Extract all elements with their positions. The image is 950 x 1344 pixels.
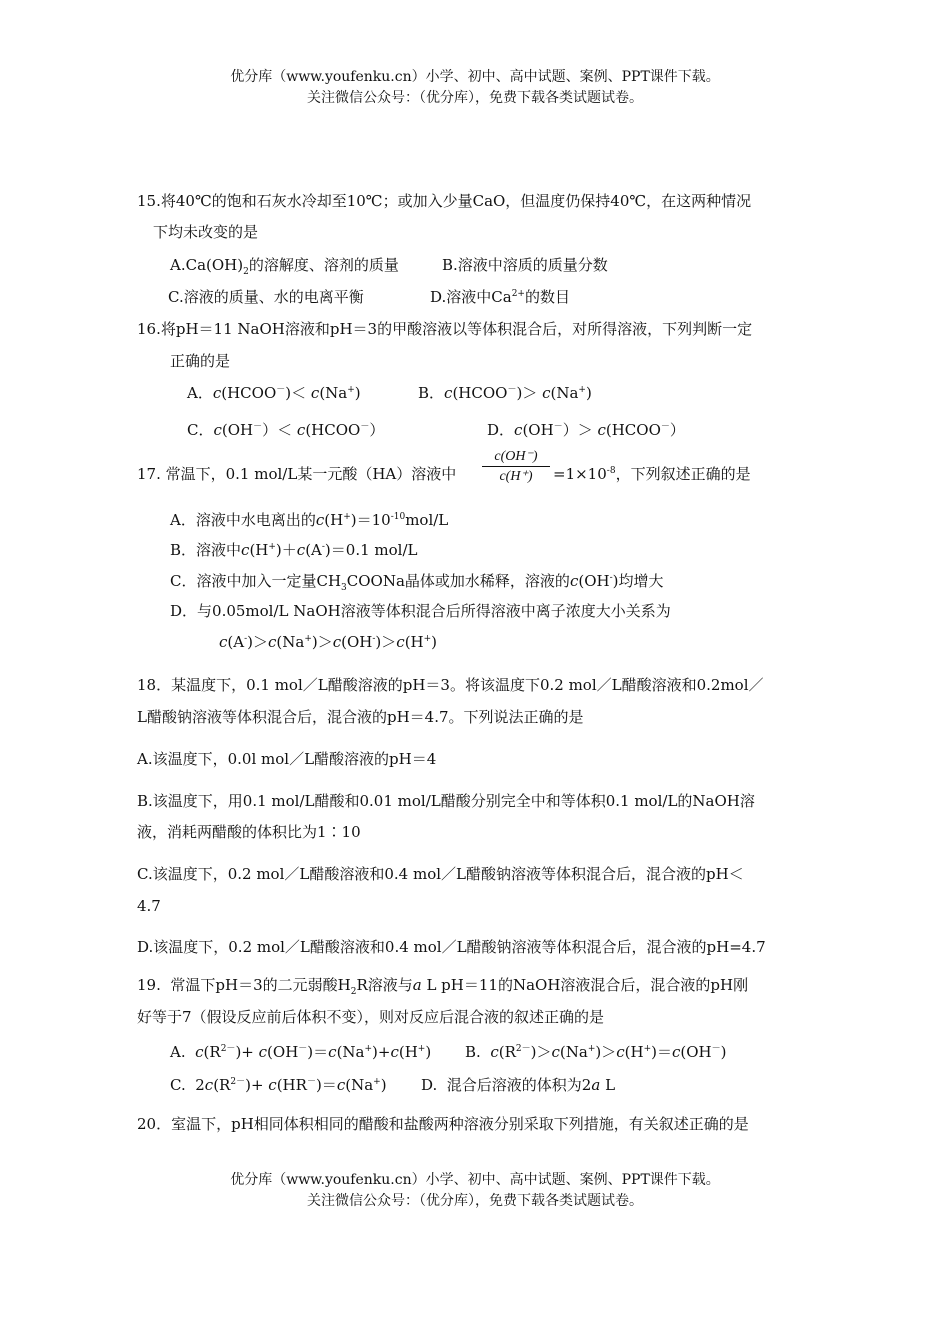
q18-option-c-line-1: C.该温度下，0.2 mol／L醋酸溶液和0.4 mol／L醋酸钠溶液等体积混合后，混合液的pH＜ [137,865,744,883]
q15-option-d: D.溶液中$Ca^{2+}$的数目 [430,288,570,306]
q17-option-d-line-1: D．与0.05mol/L NaOH溶液等体积混合后所得溶液中离子浓度大小关系为 [170,602,671,620]
q15-stem-line-1: 15.将40℃的饱和石灰水冷却至10℃；或加入少量CaO，但温度仍保持40℃，在这两种情况 [137,192,752,210]
q17-fraction [482,448,550,485]
q17-stem-post: $=1\times 10^{-8}$，下列叙述正确的是 [553,465,751,483]
q19-option-a: A. $c(R^{2-})+ c(OH^-)=c(Na^+)+c(H^+)$ [170,1043,432,1061]
q16-option-b: B．c(HCOO－)＞ c(Na+) [418,384,592,402]
page-header [0,67,950,109]
q19-option-c: C. $2c(R^{2-})+ c(HR^-)=c(Na^+)$ [170,1076,387,1094]
q15-option-c: C.溶液的质量、水的电离平衡 [168,288,364,306]
q17-option-b: B．溶液中c(H+)＋c(A-)＝0.1 mol/L [170,541,418,559]
q17-option-a: A．溶液中水电离出的$c(H^+)=10^{-10}mol/L$ [170,511,449,529]
q19-stem-line-1: 19. 常温下pH＝3的二元弱酸$H_2R$溶液与a L pH＝11的NaOH溶液混合后，混合液的pH刚 [137,976,749,997]
q17-fraction-denominator: c(H⁺) [499,469,533,484]
q18-stem-line-2: L醋酸钠溶液等体积混合后，混合液的pH＝4.7。下列说法正确的是 [137,708,584,726]
q17-stem-pre: 17. 常温下，0.1 mol/L某一元酸（HA）溶液中 [137,465,457,483]
q16-stem-line-1: 16.将pH＝11 NaOH溶液和pH＝3的甲酸溶液以等体积混合后，对所得溶液，下列判断一定 [137,320,753,338]
footer-line-1: 优分库（www.youfenku.cn）小学、初中、高中试题、案例、PPT课件下载。 [230,1172,720,1188]
q18-stem-line-1: 18．某温度下，0.1 mol／L醋酸溶液的pH＝3。将该温度下0.2 mol／L醋酸溶液和0.2mol／ [137,676,764,694]
q20-stem-line-1: 20．室温下，pH相同体积相同的醋酸和盐酸两种溶液分别采取下列措施，有关叙述正确的是 [137,1115,749,1133]
q18-option-a: A.该温度下，0.0l mol／L醋酸溶液的pH＝4 [137,750,437,768]
q16-option-c: C．c(OH－）＜ c(HCOO－） [187,421,385,439]
page-footer [0,1170,950,1212]
q19-stem-line-2: 好等于7（假设反应前后体积不变），则对反应后混合液的叙述正确的是 [137,1008,605,1026]
q15-option-b: B.溶液中溶质的质量分数 [442,256,608,274]
q17-option-c: C．溶液中加入一定量$CH_3COONa$晶体或加水稀释，溶液的c(OH-)均增大 [170,572,664,593]
header-line-2: 关注微信公众号：（优分库），免费下载各类试题试卷。 [307,90,643,106]
q16-option-d: D．c(OH－）＞ c(HCOO－） [487,421,685,439]
q15-stem-line-2: 下均未改变的是 [153,223,259,241]
q16-option-a: A．c(HCOO－)＜ c(Na+) [187,384,361,402]
q17-fraction-numerator: c(OH⁻) [494,449,538,464]
q16-stem-line-2: 正确的是 [170,352,231,370]
header-line-1: 优分库（www.youfenku.cn）小学、初中、高中试题、案例、PPT课件下载。 [230,69,720,85]
q18-option-d: D.该温度下，0.2 mol／L醋酸溶液和0.4 mol／L醋酸钠溶液等体积混合后，混合液的pH=4.7 [137,938,766,956]
footer-line-2: 关注微信公众号：（优分库），免费下载各类试题试卷。 [307,1193,643,1209]
q17-fraction-bar [482,466,550,467]
q15-option-a: $A.Ca(OH)_2$的溶解度、溶剂的质量 [170,256,399,277]
q18-option-b-line-2: 液，消耗两醋酸的体积比为1∶10 [137,823,361,841]
q19-option-d: D. 混合后溶液的体积为2a L [421,1076,616,1094]
q17-option-d-line-2: c(A-)＞c(Na+)＞c(OH-)＞c(H+) [219,633,438,651]
q19-option-b: B. $c(R^{2-})>c(Na^+)>c(H^+)=c(OH^-)$ [465,1043,727,1061]
q18-option-c-line-2: 4.7 [137,897,161,915]
q18-option-b-line-1: B.该温度下，用0.1 mol/L醋酸和0.01 mol/L醋酸分别完全中和等体积0.1 mol/L的NaOH溶 [137,792,755,810]
